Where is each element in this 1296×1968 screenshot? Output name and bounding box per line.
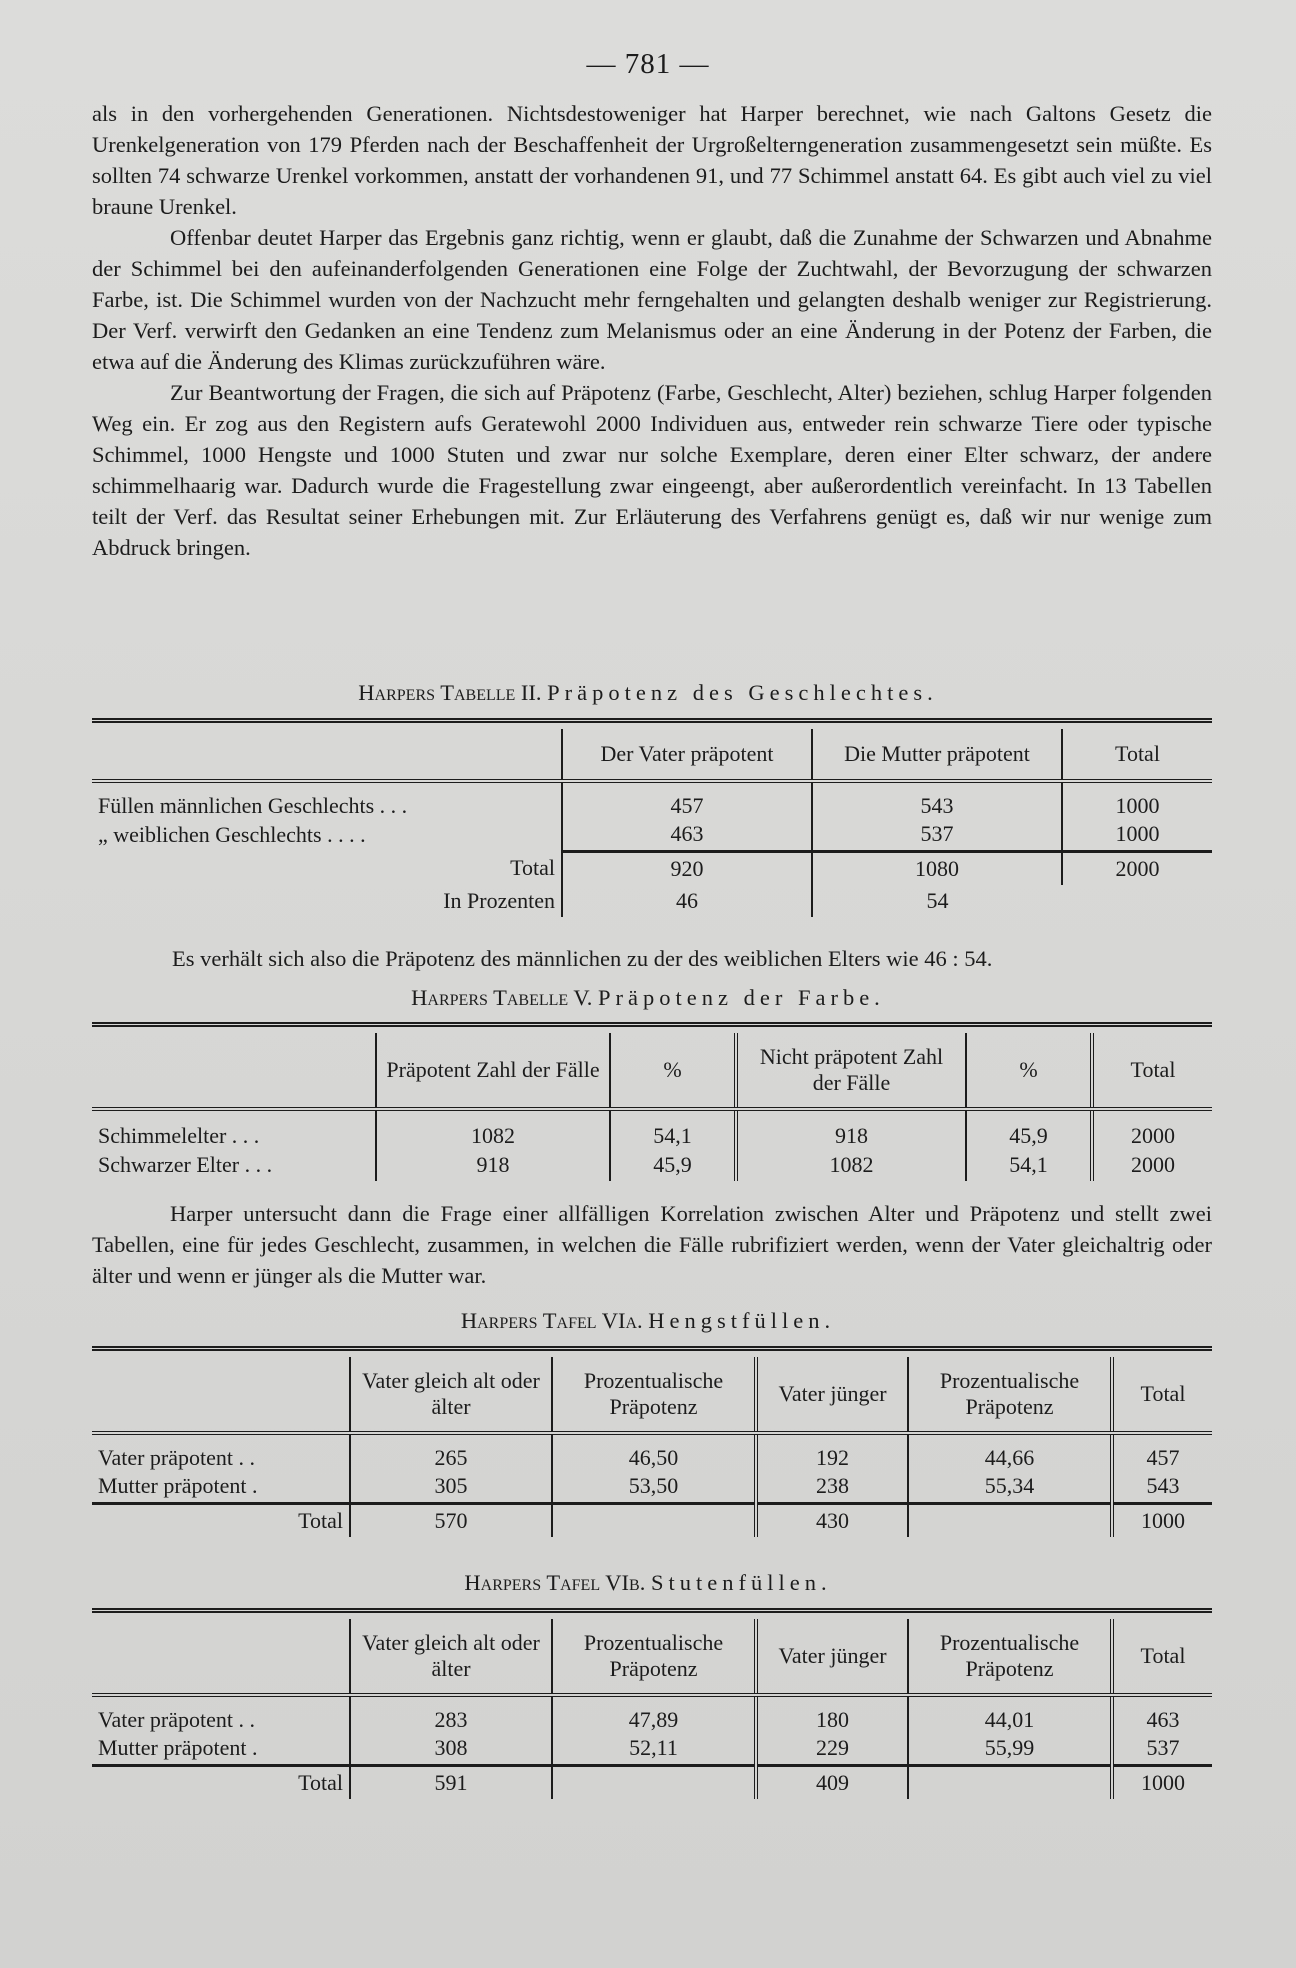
table2-caption xyxy=(0,680,1296,706)
table6b-header-pct-1: Prozentualische Präpotenz xyxy=(552,1619,756,1695)
table6a-caption xyxy=(0,1308,1296,1334)
table2 xyxy=(92,718,1212,917)
table6b-header-total: Total xyxy=(1112,1619,1212,1695)
table2-header-mother: Die Mutter präpotent xyxy=(812,729,1062,781)
table2-header-total: Total xyxy=(1062,729,1212,781)
paragraph-2: Offenbar deutet Harper das Ergebnis ganz richtig, wenn er glaubt, daß die Zunahme der Schwarzen und Abnahme der Schimmel bei den aufeinanderfolgenden Generationen eine Folge der Zuchtwahl, der Bevorzugung der schwarzen Farbe, ist. Die Schimmel wurden von der Nachzucht mehr ferngehalten und gelangten deshalb weniger zur Registrierung. Der Verf. verwirft den Gedanken an eine Tendenz zum Melanismus oder an eine Änderung in der Potenz der Farben, die etwa auf die Änderung des Klimas zurückzuführen wäre. xyxy=(92,225,1212,374)
paragraph-1: als in den vorhergehenden Generationen. Nichtsdestoweniger hat Harper berechnet, wie nach Galtons Gesetz die Urenkelgeneration von 179 Pferden nach der Beschaffenheit der Urgroßelterngeneration zusammengesetzt sein müßte. Es sollten 74 schwarze Urenkel vorkommen, anstatt der vorhandenen 91, und 77 Schimmel anstatt 64. Es gibt auch viel zu viel braune Urenkel. xyxy=(92,101,1212,219)
table6b-caption-title: Stutenfüllen. xyxy=(650,1570,832,1595)
table2-caption-prefix: Harpers Tabelle II. xyxy=(358,680,542,705)
table-row: Mutter präpotent . 308 52,11 229 55,99 537 xyxy=(92,1733,1212,1765)
body-text xyxy=(92,98,1212,563)
table2-total-row: Total 920 1080 2000 xyxy=(92,851,1212,885)
table-row: Schwarzer Elter . . . 918 45,9 1082 54,1 2000 xyxy=(92,1149,1212,1181)
table6a-header-pct-1: Prozentualische Präpotenz xyxy=(552,1357,756,1433)
table6a-header-total: Total xyxy=(1112,1357,1212,1433)
table-row: Vater präpotent . . 265 46,50 192 44,66 457 xyxy=(92,1433,1212,1471)
table5-header-total: Total xyxy=(1092,1033,1212,1109)
note-correlation: Harper untersucht dann die Frage einer allfälligen Korrelation zwischen Alter und Präpotenz und stellt zwei Tabellen, eine für jedes Geschlecht, zusammen, in welchen die Fälle rubrifiziert werden, wenn der Vater gleichaltrig oder älter und wenn er jünger als die Mutter war. xyxy=(92,1201,1212,1288)
table5-caption xyxy=(0,985,1296,1011)
table6b-caption-prefix: Harpers Tafel VIb. xyxy=(464,1570,646,1595)
table5-header-prepotent: Präpotent Zahl der Fälle xyxy=(376,1033,610,1109)
table6a-header-pct-2: Prozentualische Präpotenz xyxy=(908,1357,1112,1433)
table6b-header-older: Vater gleich alt oder älter xyxy=(350,1619,552,1695)
table6b-caption xyxy=(0,1570,1296,1596)
table2-header-father: Der Vater präpotent xyxy=(562,729,812,781)
note-ratio: Es verhält sich also die Präpotenz des männlichen zu der des weiblichen Elters wie 46 : 54. xyxy=(172,946,993,971)
table2-percent-row: In Prozenten 46 54 xyxy=(92,885,1212,917)
table-row: „ weiblichen Geschlechts . . . . 463 537 1000 xyxy=(92,819,1212,851)
table-row: Vater präpotent . . 283 47,89 180 44,01 463 xyxy=(92,1695,1212,1733)
table6a-header-older: Vater gleich alt oder älter xyxy=(350,1357,552,1433)
table6a-total-row: Total 570 430 1000 xyxy=(92,1503,1212,1537)
paragraph-3: Zur Beantwortung der Fragen, die sich auf Präpotenz (Farbe, Geschlecht, Alter) beziehen, schlug Harper folgenden Weg ein. Er zog aus den Registern aufs Geratewohl 2000 Individuen aus, entweder rein schwarze Tiere oder typische Schimmel, 1000 Hengste und 1000 Stuten und zwar nur solche Exemplare, deren einer Elter schwarz, der andere schimmelhaarig war. Dadurch wurde die Fragestellung zwar eingeengt, aber außerordentlich vereinfacht. In 13 Tabellen teilt der Verf. das Resultat seiner Erhebungen mit. Zur Erläuterung des Verfahrens genügt es, daß wir nur wenige zum Abdruck bringen. xyxy=(92,380,1212,560)
table5-caption-prefix: Harpers Tabelle V. xyxy=(411,985,593,1010)
page-number: — 781 — xyxy=(586,48,710,80)
table6a-caption-prefix: Harpers Tafel VIa. xyxy=(460,1308,643,1333)
table5-header-percent-1: % xyxy=(610,1033,736,1109)
table5-caption-title: Präpotenz der Farbe. xyxy=(598,985,885,1010)
table5-header-not-prepotent: Nicht präpotent Zahl der Fälle xyxy=(736,1033,966,1109)
table-row: Mutter präpotent . 305 53,50 238 55,34 543 xyxy=(92,1471,1212,1503)
table6b xyxy=(92,1608,1212,1799)
table6b-total-row: Total 591 409 1000 xyxy=(92,1765,1212,1799)
table6b-header-pct-2: Prozentualische Präpotenz xyxy=(908,1619,1112,1695)
table5 xyxy=(92,1022,1212,1181)
table-row: Füllen männlichen Geschlechts . . . 457 543 1000 xyxy=(92,781,1212,819)
table-row: Schimmelelter . . . 1082 54,1 918 45,9 2000 xyxy=(92,1109,1212,1149)
table2-caption-title: Präpotenz des Geschlechtes. xyxy=(547,680,938,705)
table5-header-percent-2: % xyxy=(966,1033,1092,1109)
table6a-header-younger: Vater jünger xyxy=(756,1357,908,1433)
table6a xyxy=(92,1346,1212,1537)
table6a-caption-title: Hengstfüllen. xyxy=(648,1308,836,1333)
table6b-header-younger: Vater jünger xyxy=(756,1619,908,1695)
